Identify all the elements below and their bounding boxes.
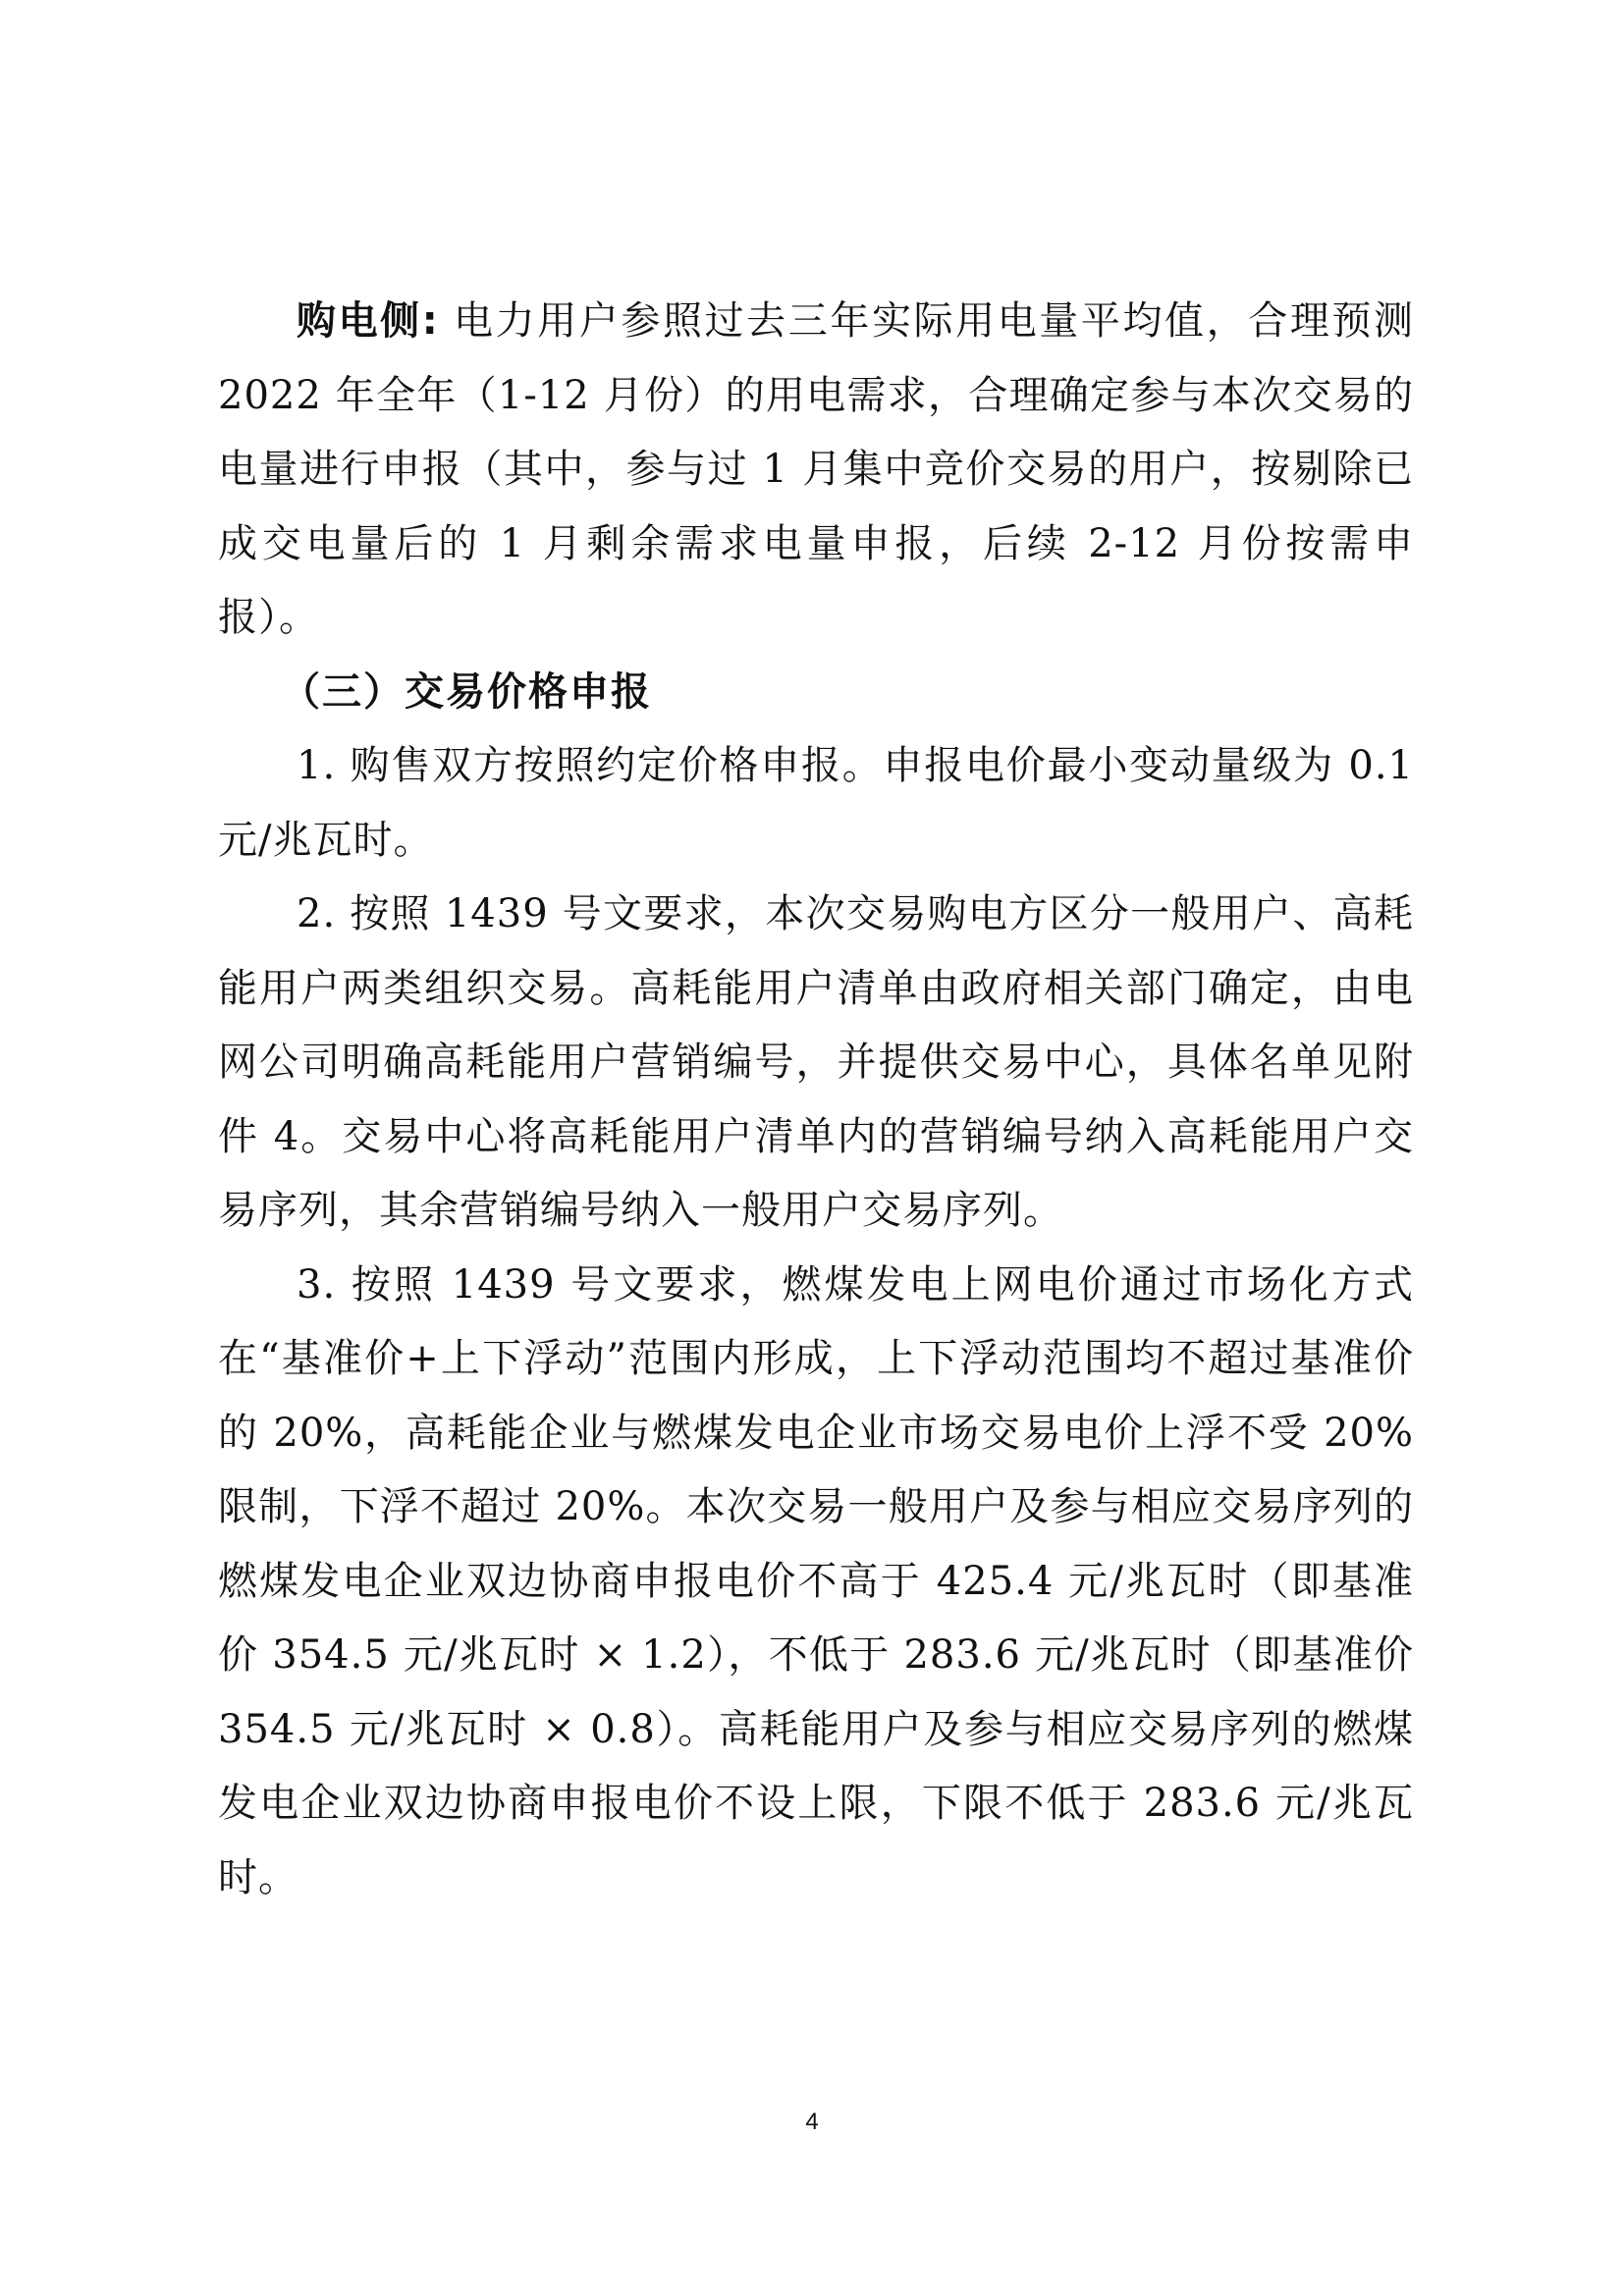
- price-item-2: 2. 按照 1439 号文要求，本次交易购电方区分一般用户、高耗能用户两类组织交易。高耗能用户清单由政府相关部门确定，由电网公司明确高耗能用户营销编号，并提供交易中心，具体名单见附件 4。交易中心将高耗能用户清单内的营销编号纳入高耗能用户交易序列，其余营销编号纳入一般用户交易序列。: [218, 891, 1414, 1233]
- purchase-side-paragraph: [218, 285, 1414, 656]
- price-item-1: 1. 购售双方按照约定价格申报。申报电价最小变动量级为 0.1 元/兆瓦时。: [218, 743, 1414, 863]
- price-item-3: 3. 按照 1439 号文要求，燃煤发电上网电价通过市场化方式在“基准价+上下浮动”范围内形成，上下浮动范围均不超过基准价的 20%，高耗能企业与燃煤发电企业市场交易电价上浮不受 20%限制，下浮不超过 20%。本次交易一般用户及参与相应交易序列的燃煤发电企业双边协商申报电价不高于 425.4 元/兆瓦时（即基准价 354.5 元/兆瓦时 × 1.2），不低于 283.6 元/兆瓦时（即基准价 354.5 元/兆瓦时 × 0.8）。高耗能用户及参与相应交易序列的燃煤发电企业双边协商申报电价不设上限，下限不低于 283.6 元/兆瓦时。: [218, 1261, 1414, 1900]
- page-number: 4: [805, 2109, 819, 2135]
- section-heading: （三）交易价格申报: [281, 668, 652, 715]
- document-body: [218, 285, 1414, 1915]
- purchase-side-text: 电力用户参照过去三年实际用电量平均值，合理预测 2022 年全年（1-12 月份）的用电需求，合理确定参与本次交易的电量进行申报（其中，参与过 1 月集中竞价交易的用户，按剔除已成交电量后的 1 月剩余需求电量申报，后续 2-12 月份按需申报）。: [218, 298, 1414, 640]
- purchase-side-lead: 购电侧:: [297, 298, 439, 344]
